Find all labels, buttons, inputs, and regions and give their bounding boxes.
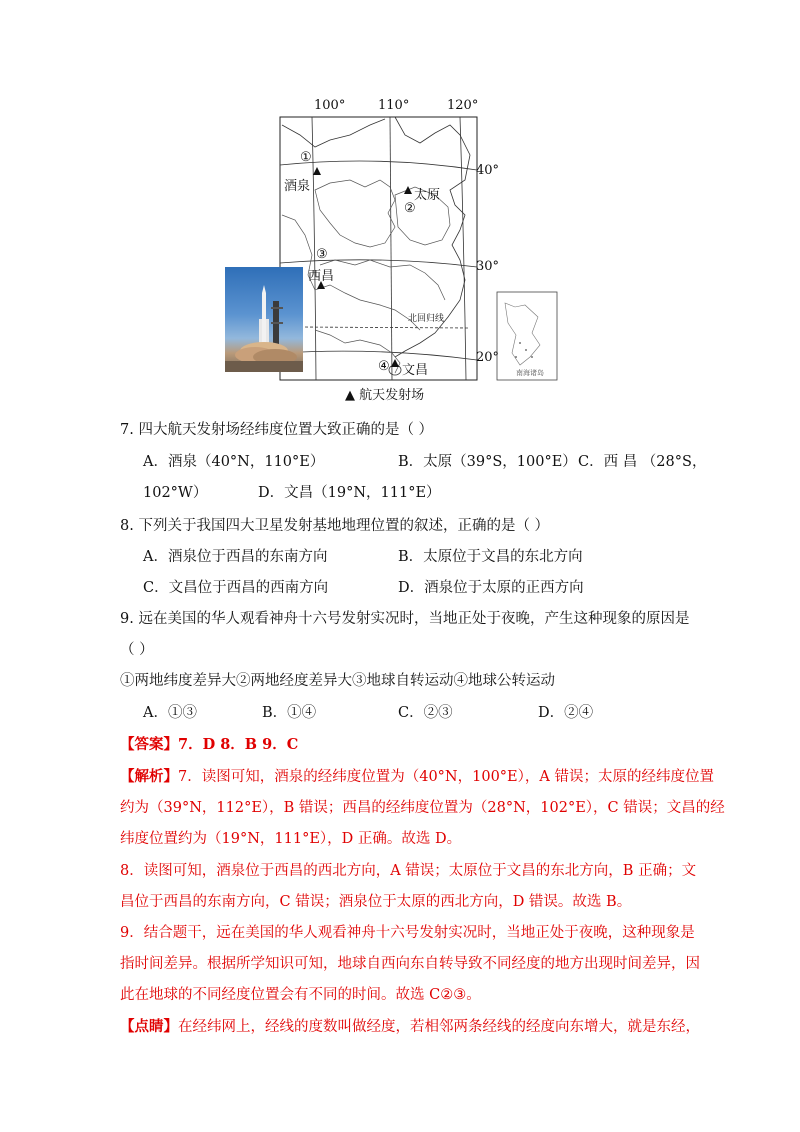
lon-label-110: 110° xyxy=(378,98,410,113)
analysis-line-2: 约为（39°N，112°E），B 错误；西昌的经纬度位置为（28°N，102°E），C 错误；文昌的经 xyxy=(120,800,725,816)
rocket-launch-photo xyxy=(225,267,303,372)
analysis-line-1 xyxy=(120,767,714,787)
tropic-label: 北回归线 xyxy=(408,314,445,324)
analysis-line-4: 8．读图可知，酒泉位于西昌的西北方向，A 错误；太原位于文昌的东北方向，B 正确；文 xyxy=(120,863,697,879)
tip-text: 在经纬网上，经线的度数叫做经度，若相邻两条经线的经度向东增大，就是东经， xyxy=(178,1019,700,1035)
lon-label-100: 100° xyxy=(314,98,346,113)
lat-label-20: 20° xyxy=(476,350,500,365)
answer-text: 7．D 8．B 9．C xyxy=(178,736,299,753)
lat-label-30: 30° xyxy=(476,259,500,274)
wenchang-label: 文昌 xyxy=(402,363,429,378)
q7-option-a: A．酒泉（40°N，110°E） xyxy=(143,454,325,470)
q8-option-d: D．酒泉位于太原的正西方向 xyxy=(398,580,584,596)
jiuquan-marker-icon xyxy=(313,167,321,175)
analysis-tag: 【解析】 xyxy=(120,768,178,785)
q9-option-d: D．②④ xyxy=(538,705,594,721)
analysis-text-1: 7．读图可知，酒泉的经纬度位置为（40°N，100°E），A 错误；太原的经纬度位置 xyxy=(178,769,714,785)
lat-label-40: 40° xyxy=(476,163,500,178)
analysis-line-6: 9．结合题干，远在美国的华人观看神舟十六号发射实况时，当地正处于夜晚，这种现象是 xyxy=(120,925,695,941)
q8-option-a: A．酒泉位于西昌的东南方向 xyxy=(143,549,328,565)
q7-stem: 7. 四大航天发射场经纬度位置大致正确的是（ ） xyxy=(120,422,434,438)
map-figure xyxy=(220,95,580,405)
answer-line xyxy=(120,735,298,755)
xichang-number: ③ xyxy=(316,247,328,262)
tip-line xyxy=(120,1017,700,1037)
q9-stem-line2: （ ） xyxy=(120,642,154,658)
taiyuan-number: ② xyxy=(404,201,416,216)
q9-items: ①两地纬度差异大②两地经度差异大③地球自转运动④地球公转运动 xyxy=(120,673,555,689)
tip-tag: 【点睛】 xyxy=(120,1018,178,1035)
analysis-line-7: 指时间差异。根据所学知识可知，地球自西向东自转导致不同经度的地方出现时间差异，因 xyxy=(120,956,700,972)
xichang-label: 西昌 xyxy=(308,269,335,284)
q7-option-c-part2: 102°W） xyxy=(143,485,208,501)
jiuquan-number: ① xyxy=(300,150,312,165)
analysis-line-5: 昌位于西昌的东南方向，C 错误；酒泉位于太原的西北方向，D 错误。故选 B。 xyxy=(120,894,632,910)
answer-tag: 【答案】 xyxy=(120,736,178,753)
q8-option-c: C．文昌位于西昌的西南方向 xyxy=(143,580,329,596)
q8-option-b: B．太原位于文昌的东北方向 xyxy=(398,549,583,565)
q9-stem-line1: 9. 远在美国的华人观看神舟十六号发射实况时，当地正处于夜晚，产生这种现象的原因是 xyxy=(120,611,690,627)
analysis-line-8: 此在地球的不同经度位置会有不同的时间。故选 C②③。 xyxy=(120,987,481,1003)
q9-option-a: A．①③ xyxy=(143,705,197,721)
lon-label-120: 120° xyxy=(447,98,479,113)
taiyuan-marker-icon xyxy=(404,186,412,194)
q8-stem: 8. 下列关于我国四大卫星发射基地地理位置的叙述，正确的是（ ） xyxy=(120,518,550,534)
taiyuan-label: 太原 xyxy=(414,188,441,203)
jiuquan-label: 酒泉 xyxy=(284,179,311,194)
inset-label: 南海诸岛 xyxy=(516,369,544,377)
q7-option-c-part1: C．西 昌 （28°S， xyxy=(578,454,707,470)
analysis-line-3: 纬度位置约为（19°N，111°E），D 正确。故选 D。 xyxy=(120,831,462,847)
wenchang-number: ④ xyxy=(378,359,390,374)
q7-option-d: D．文昌（19°N，111°E） xyxy=(258,485,441,501)
q9-option-c: C．②③ xyxy=(398,705,453,721)
q9-option-b: B．①④ xyxy=(262,705,317,721)
map-legend: ▲ 航天发射场 xyxy=(345,388,425,403)
q7-option-b: B．太原（39°S，100°E） xyxy=(398,454,577,470)
